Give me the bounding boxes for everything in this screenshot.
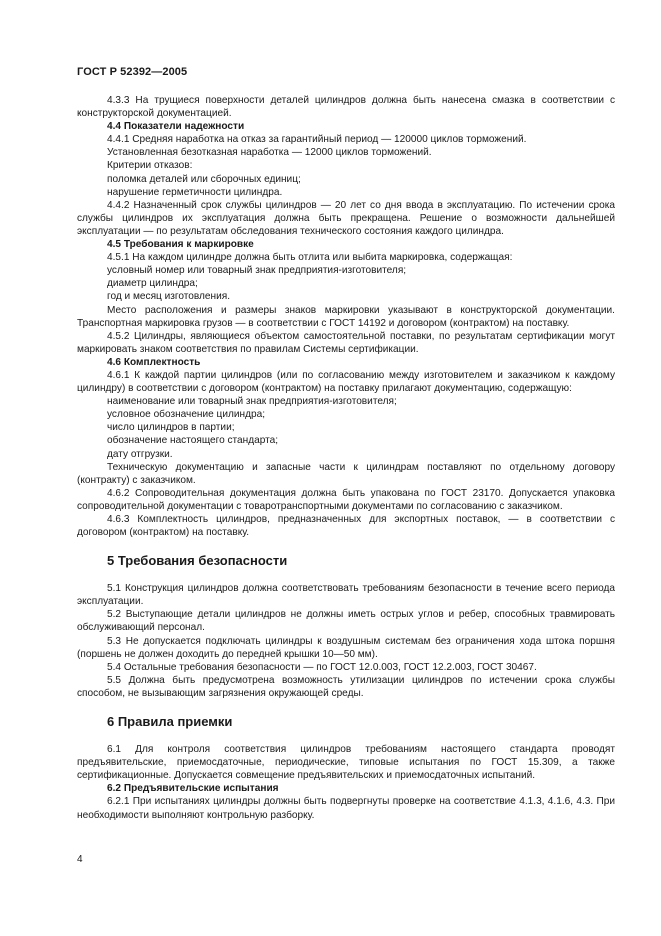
heading-6-2: 6.2 Предъявительские испытания — [107, 783, 279, 795]
list-item: число цилиндров в партии; — [107, 422, 235, 434]
list-item: условное обозначение цилиндра; — [107, 409, 266, 421]
clause-5-4: 5.4 Остальные требования безопасности — по ГОСТ 12.0.003, ГОСТ 12.2.003, ГОСТ 30467. — [107, 661, 537, 673]
clause-4-6-2: 4.6.2 Сопроводительная документация должна быть упакована по ГОСТ 23170. Допускается упаковка сопроводительной документации с товаротранспортными документами по согласованию с заказчиком. — [77, 487, 615, 512]
heading-4-6: 4.6 Комплектность — [107, 356, 201, 368]
clause-4-6-1: 4.6.1 К каждой партии цилиндров (или по согласованию между изготовителем и заказчиком к каждому цилиндру) в соответствии с договором (контрактом) на поставку прилагают документацию, содержащую: — [77, 369, 615, 395]
heading-4-5: 4.5 Требования к маркировке — [107, 239, 254, 251]
clause-6-1: 6.1 Для контроля соответствия цилиндров требованиям настоящего стандарта проводят предъявительские, приемосдаточные, периодические, типовые испытания по ГОСТ 15.309, а также сертификационные. Допускается совмещение предъявительских и приемосдаточных испытаний. — [77, 744, 615, 782]
clause-5-3: 5.3 Не допускается подключать цилиндры к воздушным системам без ограничения хода штока поршня (поршень не должен доходить до передней крышки 10—50 мм). — [77, 635, 615, 660]
clause-4-4-1-criteria: Критерии отказов: — [107, 160, 193, 172]
list-item: нарушение герметичности цилиндра. — [107, 186, 283, 198]
clause-4-4-2: 4.4.2 Назначенный срок службы цилиндров — 20 лет со дня ввода в эксплуатацию. По истечении срока службы цилиндров их эксплуатация должна быть прекращена. Решение о возможности дальнейшей эксплуатации — по результатам обследования технического состояния каждого цилиндра. — [77, 199, 615, 237]
clause-6-2-1: 6.2.1 При испытаниях цилиндры должны быть подвергнуты проверке на соответствие 4.1.3, 4.1.6, 4.3. При необходимости выполняют контрольную разборку. — [77, 796, 615, 821]
document-header: ГОСТ Р 52392—2005 — [77, 66, 188, 78]
section-5-title: 5 Требования безопасности — [107, 553, 288, 569]
heading-4-4: 4.4 Показатели надежности — [107, 121, 245, 133]
list-item: условный номер или товарный знак предприятия-изготовителя; — [107, 265, 407, 277]
list-item: дату отгрузки. — [107, 448, 173, 460]
list-item: год и месяц изготовления. — [107, 291, 230, 303]
clause-5-5: 5.5 Должна быть предусмотрена возможность утилизации цилиндров по истечении срока службы способом, не вызывающим загрязнения окружающей среды. — [77, 674, 615, 699]
list-item: диаметр цилиндра; — [107, 278, 198, 290]
clause-5-2: 5.2 Выступающие детали цилиндров не должны иметь острых углов и ребер, способных травмировать обслуживающий персонал. — [77, 609, 615, 634]
list-item: наименование или товарный знак предприятия-изготовителя; — [107, 396, 397, 408]
clause-4-5-1-text: Место расположения и размеры знаков маркировки указывают в конструкторской документации. Транспортная маркировка грузов — в соответствии с ГОСТ 14192 и договором (контрактом) на поставку. — [77, 304, 615, 329]
section-6-title: 6 Правила приемки — [107, 714, 233, 730]
list-item: обозначение настоящего стандарта; — [107, 435, 279, 447]
clause-4-5-2: 4.5.2 Цилиндры, являющиеся объектом самостоятельной поставки, по результатам сертификации могут маркировать знаком соответствия по правилам Системы сертификации. — [77, 330, 615, 355]
list-item: поломка деталей или сборочных единиц; — [107, 173, 301, 185]
clause-4-4-1: 4.4.1 Средняя наработка на отказ за гарантийный период — 120000 циклов торможений. — [107, 134, 527, 146]
page-number: 4 — [77, 854, 83, 865]
clause-4-3-3: 4.3.3 На трущиеся поверхности деталей цилиндров должна быть нанесена смазка в соответствии с конструкторской документацией. — [77, 95, 615, 120]
clause-4-6-1-text: Техническую документацию и запасные части к цилиндрам поставляют по отдельному договору (контракту) с заказчиком. — [77, 461, 615, 486]
clause-5-1: 5.1 Конструкция цилиндров должна соответствовать требованиям безопасности в течение всего периода эксплуатации. — [77, 583, 615, 608]
document-body — [77, 94, 615, 822]
clause-4-6-3: 4.6.3 Комплектность цилиндров, предназначенных для экспортных поставок, — в соответствии с договором (контрактом) на поставку. — [77, 514, 615, 539]
clause-4-5-1: 4.5.1 На каждом цилиндре должна быть отлита или выбита маркировка, содержащая: — [107, 252, 513, 264]
clause-4-4-1-text: Установленная безотказная наработка — 12000 циклов торможений. — [107, 147, 432, 159]
